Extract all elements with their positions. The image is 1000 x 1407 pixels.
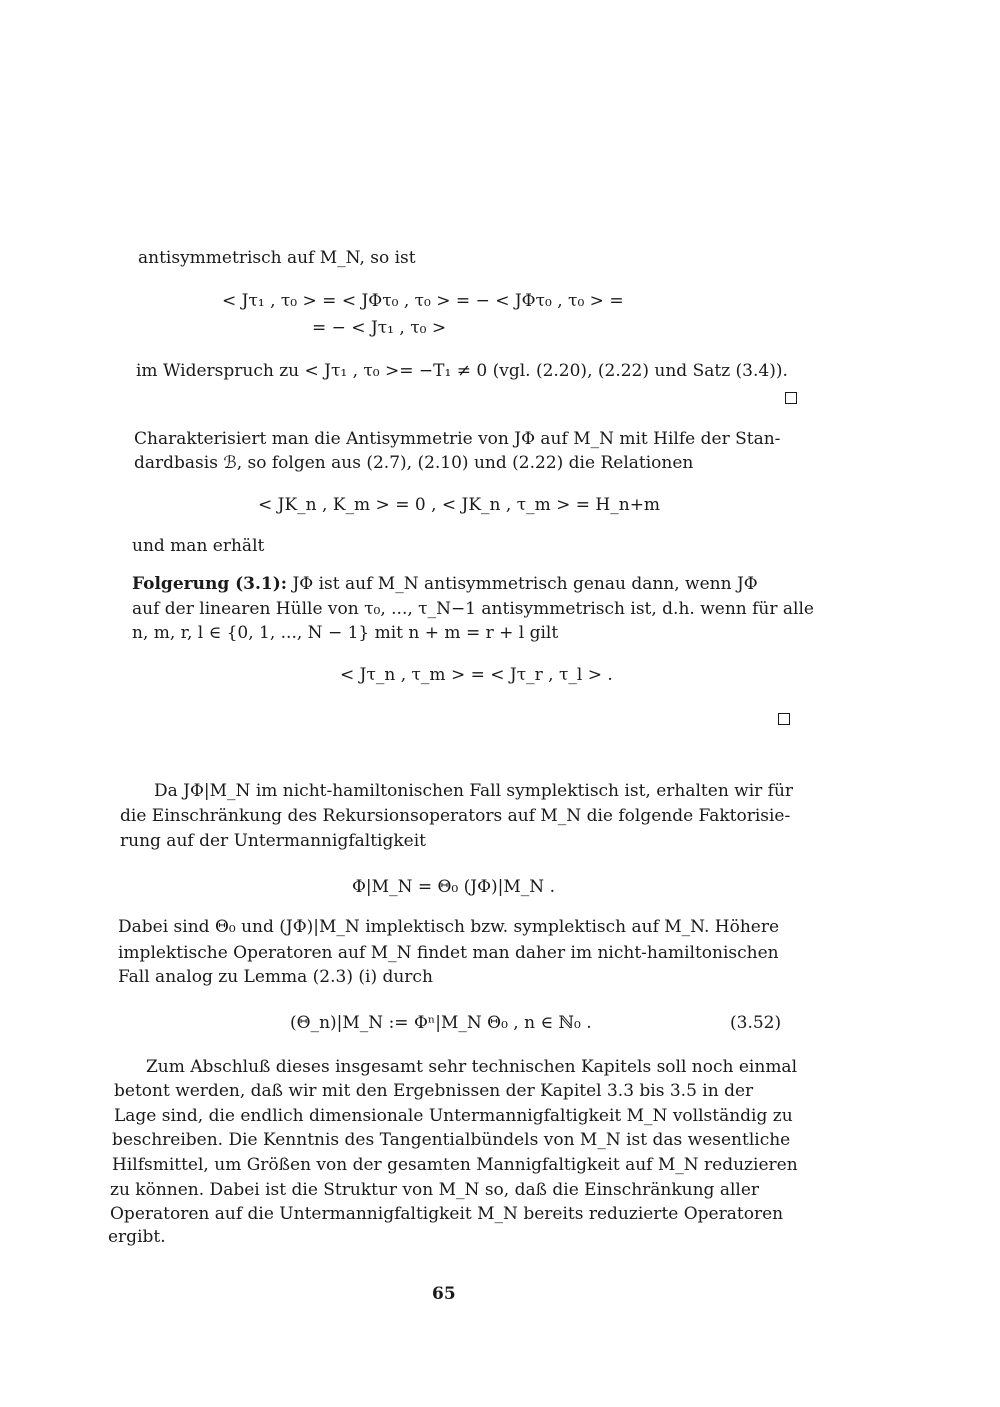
text-line: ergibt.: [108, 1227, 166, 1247]
equation: Φ|M_N = Θ₀ (JΦ)|M_N .: [352, 877, 555, 897]
text-line: betont werden, daß wir mit den Ergebnissen der Kapitel 3.3 bis 3.5 in der: [114, 1081, 754, 1101]
text-line: Hilfsmittel, um Größen von der gesamten Mannigfaltigkeit auf M_N reduzieren: [112, 1155, 798, 1175]
text-line: Lage sind, die endlich dimensionale Untermannigfaltigkeit M_N vollständig zu: [114, 1106, 793, 1126]
text-line: rung auf der Untermannigfaltigkeit: [120, 831, 426, 851]
text-line: Zum Abschluß dieses insgesamt sehr technischen Kapitels soll noch einmal: [146, 1057, 798, 1077]
text-line: Operatoren auf die Untermannigfaltigkeit M_N bereits reduzierte Operatoren: [110, 1204, 784, 1224]
equation-number: (3.52): [730, 1013, 782, 1033]
equation: < Jτ₁ , τ₀ > = < JΦτ₀ , τ₀ > = − < JΦτ₀ , τ₀ > =: [222, 291, 624, 311]
text-line: Charakterisiert man die Antisymmetrie von JΦ auf M_N mit Hilfe der Stan-: [134, 429, 781, 449]
text-line: Dabei sind Θ₀ und (JΦ)|M_N implektisch bzw. symplektisch auf M_N. Höhere: [118, 917, 780, 937]
text-line: implektische Operatoren auf M_N findet man daher im nicht-hamiltonischen: [118, 943, 779, 963]
text-line: auf der linearen Hülle von τ₀, ..., τ_N−1 antisymmetrisch ist, d.h. wenn für alle: [132, 599, 814, 619]
text-line: die Einschränkung des Rekursionsoperators auf M_N die folgende Faktorisie-: [120, 806, 791, 826]
equation: (Θ_n)|M_N := Φⁿ|M_N Θ₀ , n ∈ ℕ₀ .: [290, 1013, 592, 1033]
corollary-line: [132, 573, 758, 595]
text-line: antisymmetrisch auf M_N, so ist: [138, 248, 416, 268]
qed-box: [778, 713, 790, 725]
text-line: Da JΦ|M_N im nicht-hamiltonischen Fall symplektisch ist, erhalten wir für: [154, 781, 794, 801]
corollary-text: JΦ ist auf M_N antisymmetrisch genau dann, wenn JΦ: [287, 574, 758, 594]
equation: < Jτ_n , τ_m > = < Jτ_r , τ_l > .: [340, 665, 613, 685]
page-number: 65: [432, 1284, 456, 1304]
text-line: und man erhält: [132, 536, 265, 556]
corollary-heading: Folgerung (3.1):: [132, 574, 288, 594]
text-line: dardbasis ℬ, so folgen aus (2.7), (2.10) und (2.22) die Relationen: [134, 453, 694, 473]
equation: = − < Jτ₁ , τ₀ >: [312, 318, 447, 338]
text-line: zu können. Dabei ist die Struktur von M_N so, daß die Einschränkung aller: [110, 1180, 760, 1200]
text-line: beschreiben. Die Kenntnis des Tangentialbündels von M_N ist das wesentliche: [112, 1130, 791, 1150]
qed-box: [785, 392, 797, 404]
text-line: n, m, r, l ∈ {0, 1, ..., N − 1} mit n + m = r + l gilt: [132, 623, 559, 643]
text-line: Fall analog zu Lemma (2.3) (i) durch: [118, 967, 433, 987]
text-line: im Widerspruch zu < Jτ₁ , τ₀ >= −T₁ ≠ 0 (vgl. (2.20), (2.22) und Satz (3.4)).: [136, 361, 788, 381]
equation: < JK_n , K_m > = 0 , < JK_n , τ_m > = H_n+m: [258, 495, 661, 515]
